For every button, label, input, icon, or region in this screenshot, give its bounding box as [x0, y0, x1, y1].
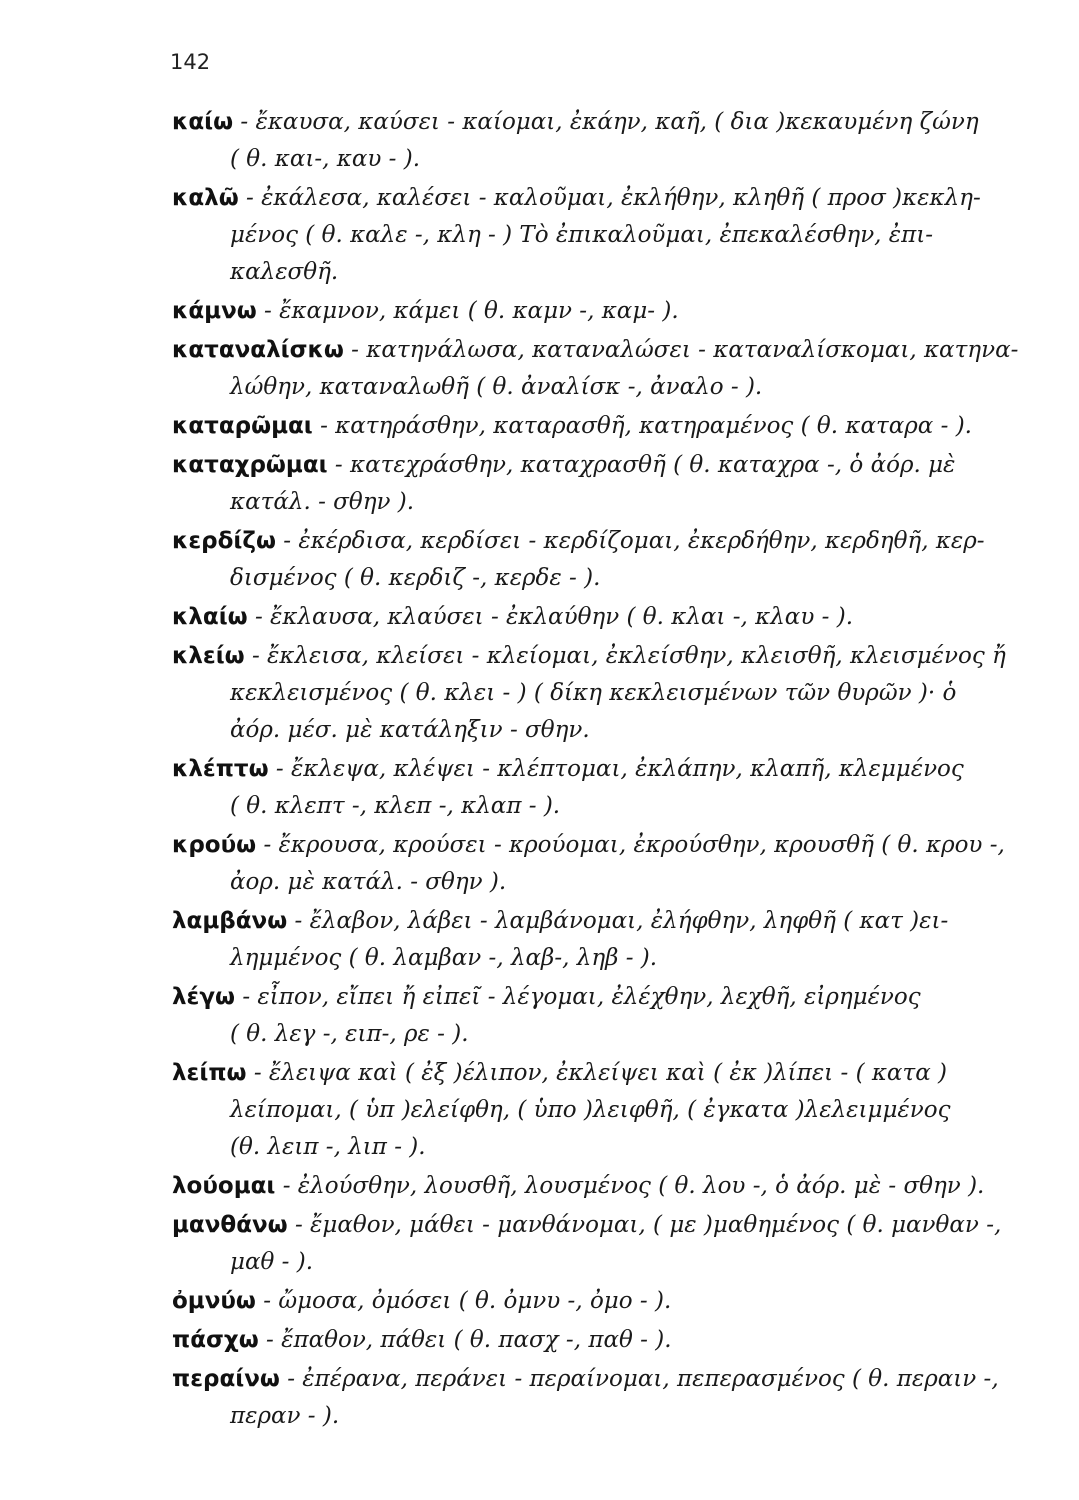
- entry-first-line: [172, 638, 1032, 675]
- verb-entry: [172, 751, 1032, 825]
- entry-lemma: καταχρῶμαι: [172, 452, 328, 478]
- entry-first-line: [172, 104, 1032, 141]
- verb-entry: [172, 979, 1032, 1053]
- entry-first-line: [172, 1207, 1032, 1244]
- verb-entry: [172, 1168, 1032, 1205]
- entry-first-line: [172, 827, 1032, 864]
- verb-entry: [172, 104, 1032, 178]
- entry-forms: - ἔκλαυσα, κλαύσει - ἐκλαύθην ( θ. κλαι -, κλαυ - ).: [247, 604, 854, 630]
- verb-entry: [172, 1207, 1032, 1281]
- entry-forms: - ἔλειψα καὶ ( ἐξ )έλιπον, ἐκλείψει καὶ ( ἐκ )λίπει - ( κατα ): [246, 1060, 948, 1086]
- entry-first-line: [172, 332, 1032, 369]
- entry-continuation-line: περαν - ).: [230, 1403, 340, 1429]
- entry-lemma: καταρῶμαι: [172, 413, 313, 439]
- entry-first-line: [172, 1168, 1032, 1205]
- entry-first-line: [172, 180, 1032, 217]
- entry-first-line: [172, 1361, 1032, 1398]
- entry-lemma: καλῶ: [172, 185, 239, 211]
- entry-lemma: κερδίζω: [172, 528, 276, 554]
- verb-entry: [172, 408, 1032, 445]
- entry-first-line: [172, 408, 1032, 445]
- verb-entry: [172, 447, 1032, 521]
- verb-entry: [172, 827, 1032, 901]
- entry-forms: - ἔκαμνον, κάμει ( θ. καμν -, καμ- ).: [256, 298, 679, 324]
- entry-first-line: [172, 523, 1032, 560]
- entry-continuation-line: ἀόρ. μέσ. μὲ κατάληξιν - σθην.: [230, 717, 590, 743]
- entry-continuation-line: ἀορ. μὲ κατάλ. - σθην ).: [230, 869, 507, 895]
- entry-forms: - ἔπαθον, πάθει ( θ. πασχ -, παθ - ).: [258, 1327, 672, 1353]
- entry-lemma: κλείω: [172, 643, 245, 669]
- entry-continuation-line: μαθ - ).: [230, 1249, 314, 1275]
- entry-first-line: [172, 903, 1032, 940]
- verb-entry: [172, 1055, 1032, 1166]
- dictionary-entries: [172, 104, 1032, 1437]
- verb-entry: [172, 293, 1032, 330]
- entry-lemma: κλαίω: [172, 604, 248, 630]
- entry-continuation-line: ( θ. και-, καυ - ).: [230, 146, 421, 172]
- verb-entry: [172, 1322, 1032, 1359]
- entry-lemma: περαίνω: [172, 1366, 280, 1392]
- entry-forms: - ἐλούσθην, λουσθῆ, λουσμένος ( θ. λου -, ὁ ἀόρ. μὲ - σθην ).: [275, 1173, 985, 1199]
- entry-forms: - ἐκάλεσα, καλέσει - καλοῦμαι, ἐκλήθην, κληθῆ ( προσ )κεκλη-: [238, 185, 981, 211]
- entry-first-line: [172, 447, 1032, 484]
- entry-continuation-line: (θ. λειπ -, λιπ - ).: [230, 1134, 426, 1160]
- entry-forms: - ἔλαβον, λάβει - λαμβάνομαι, ἐλήφθην, ληφθῆ ( κατ )ει-: [287, 908, 949, 934]
- entry-forms: - ἔκαυσα, καύσει - καίομαι, ἐκάην, καῆ, ( δια )κεκαυμένη ζώνη: [233, 109, 979, 135]
- entry-forms: - ἔμαθον, μάθει - μανθάνομαι, ( με )μαθημένος ( θ. μανθαν -,: [287, 1212, 1002, 1238]
- verb-entry: [172, 332, 1032, 406]
- entry-continuation-line: λημμένος ( θ. λαμβαν -, λαβ-, ληβ - ).: [230, 945, 658, 971]
- entry-lemma: ὀμνύω: [172, 1288, 256, 1314]
- verb-entry: [172, 180, 1032, 291]
- verb-entry: [172, 903, 1032, 977]
- entry-first-line: [172, 599, 1032, 636]
- entry-continuation-line: μένος ( θ. καλε -, κλη - ) Τὸ ἐπικαλοῦμαι, ἐπεκαλέσθην, ἐπι-: [230, 222, 934, 248]
- entry-continuation-line: δισμένος ( θ. κερδιζ -, κερδε - ).: [230, 565, 601, 591]
- entry-forms: - εἶπον, εἴπει ἤ εἰπεῖ - λέγομαι, ἐλέχθην, λεχθῆ, εἰρημένος: [235, 984, 921, 1010]
- verb-entry: [172, 599, 1032, 636]
- page-number: 142: [170, 50, 211, 74]
- entry-first-line: [172, 1322, 1032, 1359]
- entry-forms: - ἐπέρανα, περάνει - περαίνομαι, πεπερασμένος ( θ. περαιν -,: [279, 1366, 999, 1392]
- verb-entry: [172, 1283, 1032, 1320]
- entry-lemma: κάμνω: [172, 298, 257, 324]
- entry-continuation-line: κατάλ. - σθην ).: [230, 489, 415, 515]
- entry-forms: - ἐκέρδισα, κερδίσει - κερδίζομαι, ἐκερδήθην, κερδηθῆ, κερ-: [275, 528, 985, 554]
- entry-first-line: [172, 293, 1032, 330]
- verb-entry: [172, 638, 1032, 749]
- entry-forms: - ὤμοσα, ὀμόσει ( θ. ὀμνυ -, ὀμο - ).: [255, 1288, 672, 1314]
- entry-first-line: [172, 1283, 1032, 1320]
- verb-entry: [172, 523, 1032, 597]
- entry-continuation-line: λείπομαι, ( ὑπ )ελείφθη, ( ὑπο )λειφθῆ, ( ἐγκατα )λελειμμένος: [230, 1097, 951, 1123]
- verb-entry: [172, 1361, 1032, 1435]
- entry-forms: - ἔκλεισα, κλείσει - κλείομαι, ἐκλείσθην, κλεισθῆ, κλεισμένος ἤ: [244, 643, 1006, 669]
- entry-lemma: κρούω: [172, 832, 257, 858]
- entry-forms: - ἔκλεψα, κλέψει - κλέπτομαι, ἐκλάπην, κλαπῆ, κλεμμένος: [268, 756, 964, 782]
- entry-lemma: λούομαι: [172, 1173, 276, 1199]
- entry-lemma: λείπω: [172, 1060, 247, 1086]
- entry-first-line: [172, 751, 1032, 788]
- entry-lemma: καταναλίσκω: [172, 337, 344, 363]
- entry-continuation-line: καλεσθῆ.: [230, 259, 339, 285]
- entry-continuation-line: κεκλεισμένος ( θ. κλει - ) ( δίκη κεκλεισμένων τῶν θυρῶν )· ὁ: [230, 680, 957, 706]
- entry-continuation-line: λώθην, καταναλωθῆ ( θ. ἀναλίσκ -, ἀναλο - ).: [230, 374, 763, 400]
- entry-continuation-line: ( θ. κλεπτ -, κλεπ -, κλαπ - ).: [230, 793, 561, 819]
- entry-forms: - ἔκρουσα, κρούσει - κρούομαι, ἐκρούσθην, κρουσθῆ ( θ. κρου -,: [256, 832, 1005, 858]
- entry-lemma: καίω: [172, 109, 234, 135]
- entry-continuation-line: ( θ. λεγ -, ειπ-, ρε - ).: [230, 1021, 469, 1047]
- entry-forms: - κατηράσθην, καταρασθῆ, κατηραμένος ( θ. καταρα - ).: [312, 413, 972, 439]
- entry-first-line: [172, 979, 1032, 1016]
- entry-forms: - κατεχράσθην, καταχρασθῆ ( θ. καταχρα -, ὁ ἀόρ. μὲ: [327, 452, 956, 478]
- entry-first-line: [172, 1055, 1032, 1092]
- entry-lemma: μανθάνω: [172, 1212, 288, 1238]
- entry-forms: - κατηνάλωσα, καταναλώσει - καταναλίσκομαι, κατηνα-: [343, 337, 1019, 363]
- entry-lemma: κλέπτω: [172, 756, 269, 782]
- entry-lemma: λέγω: [172, 984, 236, 1010]
- entry-lemma: πάσχω: [172, 1327, 259, 1353]
- entry-lemma: λαμβάνω: [172, 908, 288, 934]
